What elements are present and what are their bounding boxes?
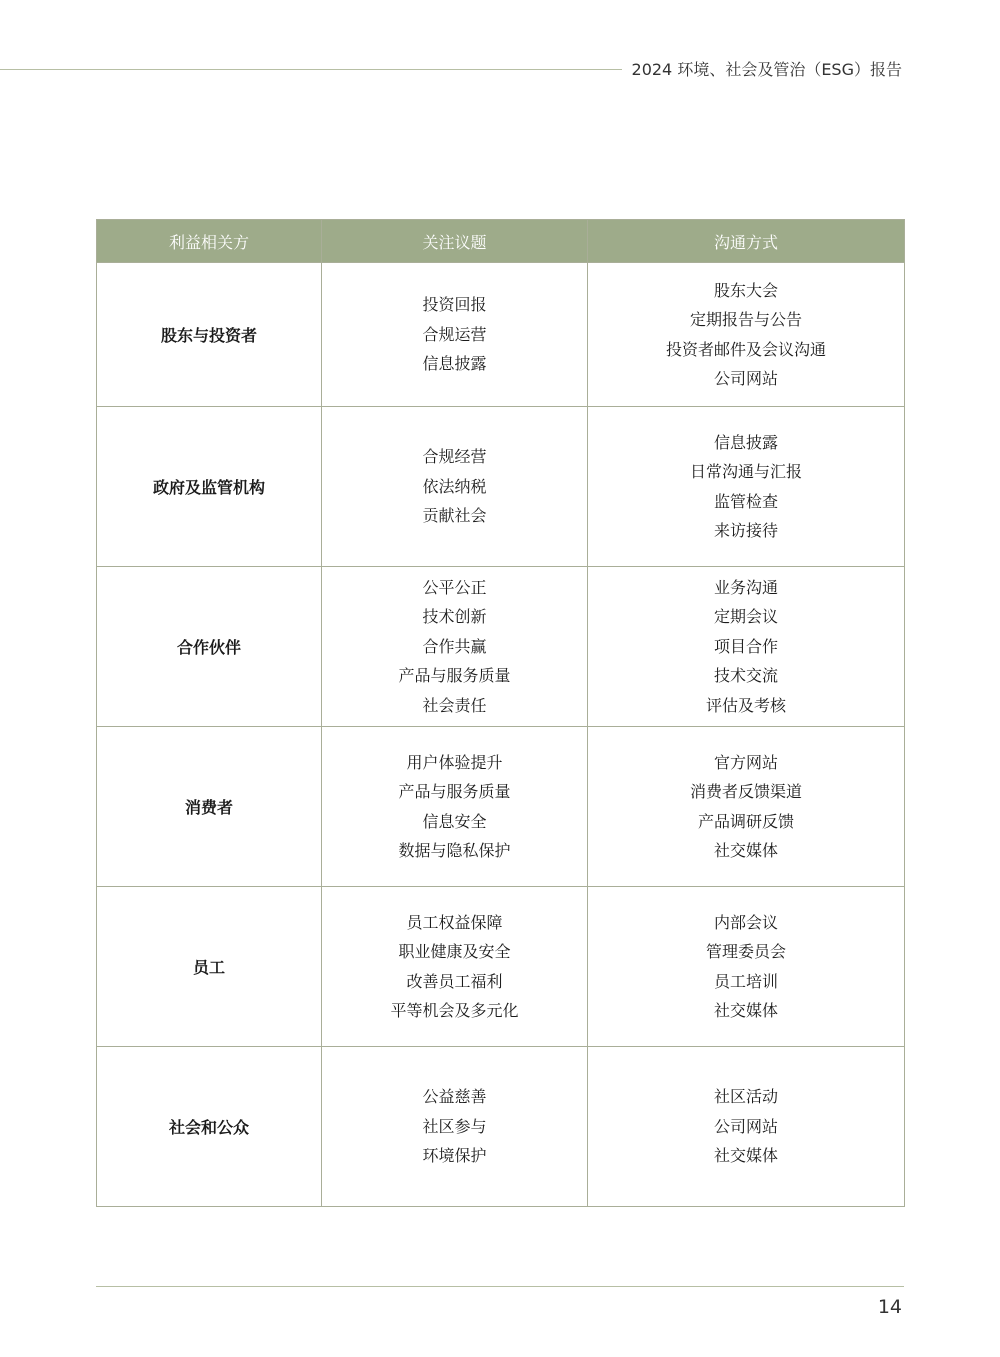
channels-cell — [588, 1047, 905, 1207]
topic-item: 依法纳税 — [422, 476, 487, 496]
channel-item: 来访接待 — [713, 521, 778, 540]
topic-item: 环境保护 — [422, 1146, 487, 1166]
channel-item: 产品调研反馈 — [697, 811, 794, 831]
topics-cell — [322, 407, 588, 567]
topic-item: 社会责任 — [422, 695, 487, 715]
footer-divider — [96, 1286, 904, 1287]
channel-item: 投资者邮件及会议沟通 — [665, 339, 826, 359]
channels-cell — [588, 263, 905, 407]
channel-item: 股东大会 — [713, 280, 778, 300]
topic-item: 产品与服务质量 — [398, 666, 511, 686]
topics-list — [322, 748, 587, 866]
channel-item: 评估及考核 — [705, 695, 786, 715]
topics-cell — [322, 727, 588, 887]
stakeholder-communication-table — [96, 219, 905, 1207]
channels-cell — [588, 567, 905, 727]
topic-item: 合规运营 — [422, 324, 487, 344]
channel-item: 社交媒体 — [713, 1001, 778, 1020]
channel-item: 公司网站 — [713, 1116, 778, 1136]
channel-item: 社交媒体 — [713, 841, 778, 860]
channel-item: 公司网站 — [713, 369, 778, 388]
stakeholder-cell: 社会和公众 — [97, 1047, 322, 1207]
column-header-stakeholder: 利益相关方 — [97, 220, 322, 263]
topic-item: 合规经营 — [422, 447, 487, 467]
channels-list — [588, 428, 904, 546]
topic-item: 投资回报 — [422, 295, 487, 315]
channel-item: 管理委员会 — [705, 942, 786, 961]
table-row — [97, 727, 905, 887]
topic-item: 公平公正 — [422, 577, 487, 597]
channels-cell — [588, 407, 905, 567]
topics-list — [322, 442, 587, 531]
page-number: 14 — [877, 1296, 902, 1318]
topic-item: 技术创新 — [422, 607, 487, 627]
header-divider — [0, 69, 622, 70]
channel-item: 信息披露 — [713, 432, 778, 452]
column-header-topics: 关注议题 — [322, 220, 588, 263]
channels-list — [588, 276, 904, 394]
channel-item: 官方网站 — [713, 752, 778, 772]
topic-item: 公益慈善 — [422, 1087, 487, 1107]
channels-list — [588, 748, 904, 866]
table-row — [97, 263, 905, 407]
topic-item: 社区参与 — [422, 1116, 487, 1136]
topic-item: 职业健康及安全 — [398, 942, 511, 961]
stakeholder-cell: 合作伙伴 — [97, 567, 322, 727]
topic-item: 平等机会及多元化 — [390, 1001, 519, 1020]
channel-item: 业务沟通 — [713, 577, 778, 597]
channel-item: 员工培训 — [713, 971, 778, 991]
topics-cell — [322, 263, 588, 407]
channel-item: 社交媒体 — [713, 1146, 778, 1166]
channel-item: 项目合作 — [713, 636, 778, 656]
topic-item: 改善员工福利 — [406, 971, 503, 991]
topic-item: 员工权益保障 — [406, 912, 503, 932]
topics-cell — [322, 1047, 588, 1207]
topic-item: 信息安全 — [422, 811, 487, 831]
report-title: 2024 环境、社会及管治（ESG）报告 — [631, 60, 902, 79]
channel-item: 技术交流 — [713, 666, 778, 686]
channels-list — [588, 573, 904, 721]
table-row — [97, 1047, 905, 1207]
topic-item: 合作共赢 — [422, 636, 487, 656]
channel-item: 社区活动 — [713, 1087, 778, 1107]
stakeholder-cell: 消费者 — [97, 727, 322, 887]
channels-list — [588, 1082, 904, 1171]
channel-item: 日常沟通与汇报 — [689, 462, 802, 481]
topic-item: 信息披露 — [422, 354, 487, 374]
topic-item: 贡献社会 — [422, 506, 487, 526]
topics-cell — [322, 887, 588, 1047]
channels-cell — [588, 887, 905, 1047]
topic-item: 用户体验提升 — [406, 752, 503, 772]
topics-list — [322, 573, 587, 721]
table-row — [97, 407, 905, 567]
topics-list — [322, 908, 587, 1026]
channels-cell — [588, 727, 905, 887]
channel-item: 消费者反馈渠道 — [689, 782, 802, 801]
channel-item: 定期会议 — [713, 607, 778, 627]
stakeholder-cell: 股东与投资者 — [97, 263, 322, 407]
stakeholder-cell: 员工 — [97, 887, 322, 1047]
channel-item: 定期报告与公告 — [689, 310, 802, 329]
topic-item: 产品与服务质量 — [398, 782, 511, 801]
topics-list — [322, 290, 587, 379]
channel-item: 内部会议 — [713, 912, 778, 932]
column-header-channels: 沟通方式 — [588, 220, 905, 263]
topic-item: 数据与隐私保护 — [398, 841, 511, 860]
channel-item: 监管检查 — [713, 491, 778, 511]
topics-list — [322, 1082, 587, 1171]
stakeholder-cell: 政府及监管机构 — [97, 407, 322, 567]
topics-cell — [322, 567, 588, 727]
table-header-row — [97, 220, 905, 263]
channels-list — [588, 908, 904, 1026]
table-row — [97, 567, 905, 727]
table-row — [97, 887, 905, 1047]
